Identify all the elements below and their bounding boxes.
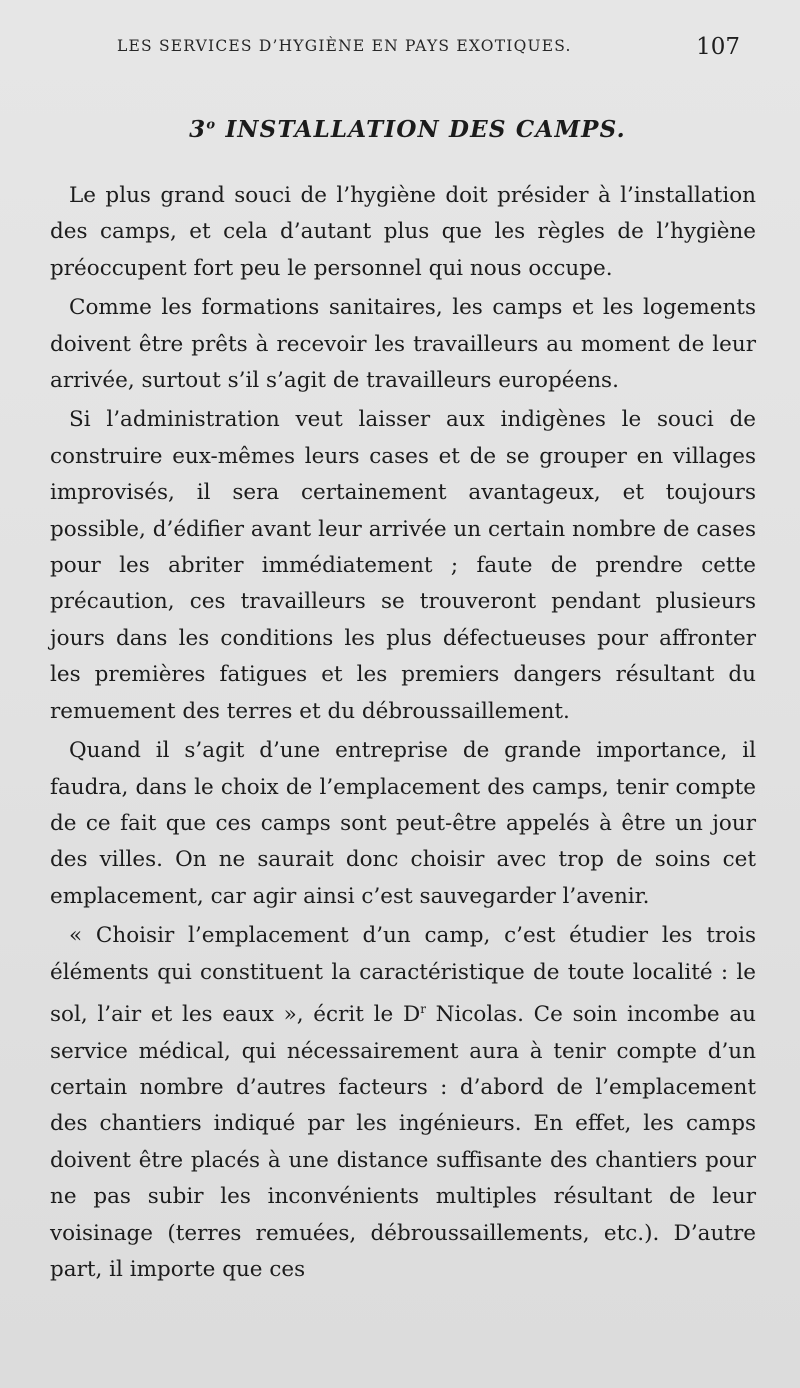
paragraph-housing-ready: Comme les formations sanitaires, les camps et les logements doivent être prêts à recevoir les travailleurs au moment de leur arrivée, surtout s’il s’agit de travailleurs européens. bbox=[50, 295, 756, 394]
paragraph-future-towns: Quand il s’agit d’une entreprise de grande importance, il faudra, dans le choix de l’emplacement des camps, tenir compte de ce fait que ces camps sont peut-être appelés à être un jour des villes. On ne saurait donc choisir avec trop de soins cet emplacement, car agir ainsi c’est sauvegarder l’avenir. bbox=[50, 738, 756, 909]
paragraph-native-huts: Si l’administration veut laisser aux indigènes le souci de construire eux-mêmes leurs cases et de se grouper en villages improvisés, il sera certainement avantageux, et toujours possible, d’édifier avant leur arrivée un certain nombre de cases pour les abriter immédiatement ; faute de prendre cette précaution, ces travailleurs se trouveront pendant plusieurs jours dans les conditions les plus défectueuses pour affronter les premières fatigues et les premiers dangers résultant du remuement des terres et du débroussaillement. bbox=[50, 407, 756, 724]
running-head bbox=[117, 34, 740, 64]
section-title: INSTALLATION DES CAMPS. bbox=[225, 116, 626, 143]
quote-text-end: Nicolas. Ce soin incombe au service médical, qui nécessairement aura à tenir compte d’un certain nombre d’autres facteurs : d’abord de l’emplacement des chantiers indiqué par les ingénieurs. En effet, les camps doivent être placés à une distance suffisante des chantiers pour ne pas subir les inconvénients multiples résultant de leur voisinage (terres remuées, débroussaillements, etc.). D’autre part, il importe que ces bbox=[50, 1002, 756, 1282]
body-text bbox=[50, 178, 756, 1291]
section-heading bbox=[0, 116, 800, 143]
section-number-suffix: o bbox=[206, 117, 217, 133]
running-head-title: LES SERVICES D’HYGIÈNE EN PAYS EXOTIQUES. bbox=[117, 37, 572, 55]
paragraph-hygiene-concern: Le plus grand souci de l’hygiène doit présider à l’installation des camps, et cela d’autant plus que les règles de l’hygiène préoccupent fort peu le personnel qui nous occupe. bbox=[50, 183, 756, 281]
paragraph-camp-site-choice bbox=[50, 918, 756, 1288]
page-number: 107 bbox=[696, 34, 740, 60]
section-number: 3 bbox=[189, 116, 207, 143]
doctor-abbrev-sup: r bbox=[420, 1001, 426, 1016]
quote-text-start: « Choisir l’emplacement d’un camp, c’est étudier les trois éléments qui constituent la caractéristique de toute localité : le sol, l’air et les eaux », écrit le D bbox=[50, 923, 756, 1028]
